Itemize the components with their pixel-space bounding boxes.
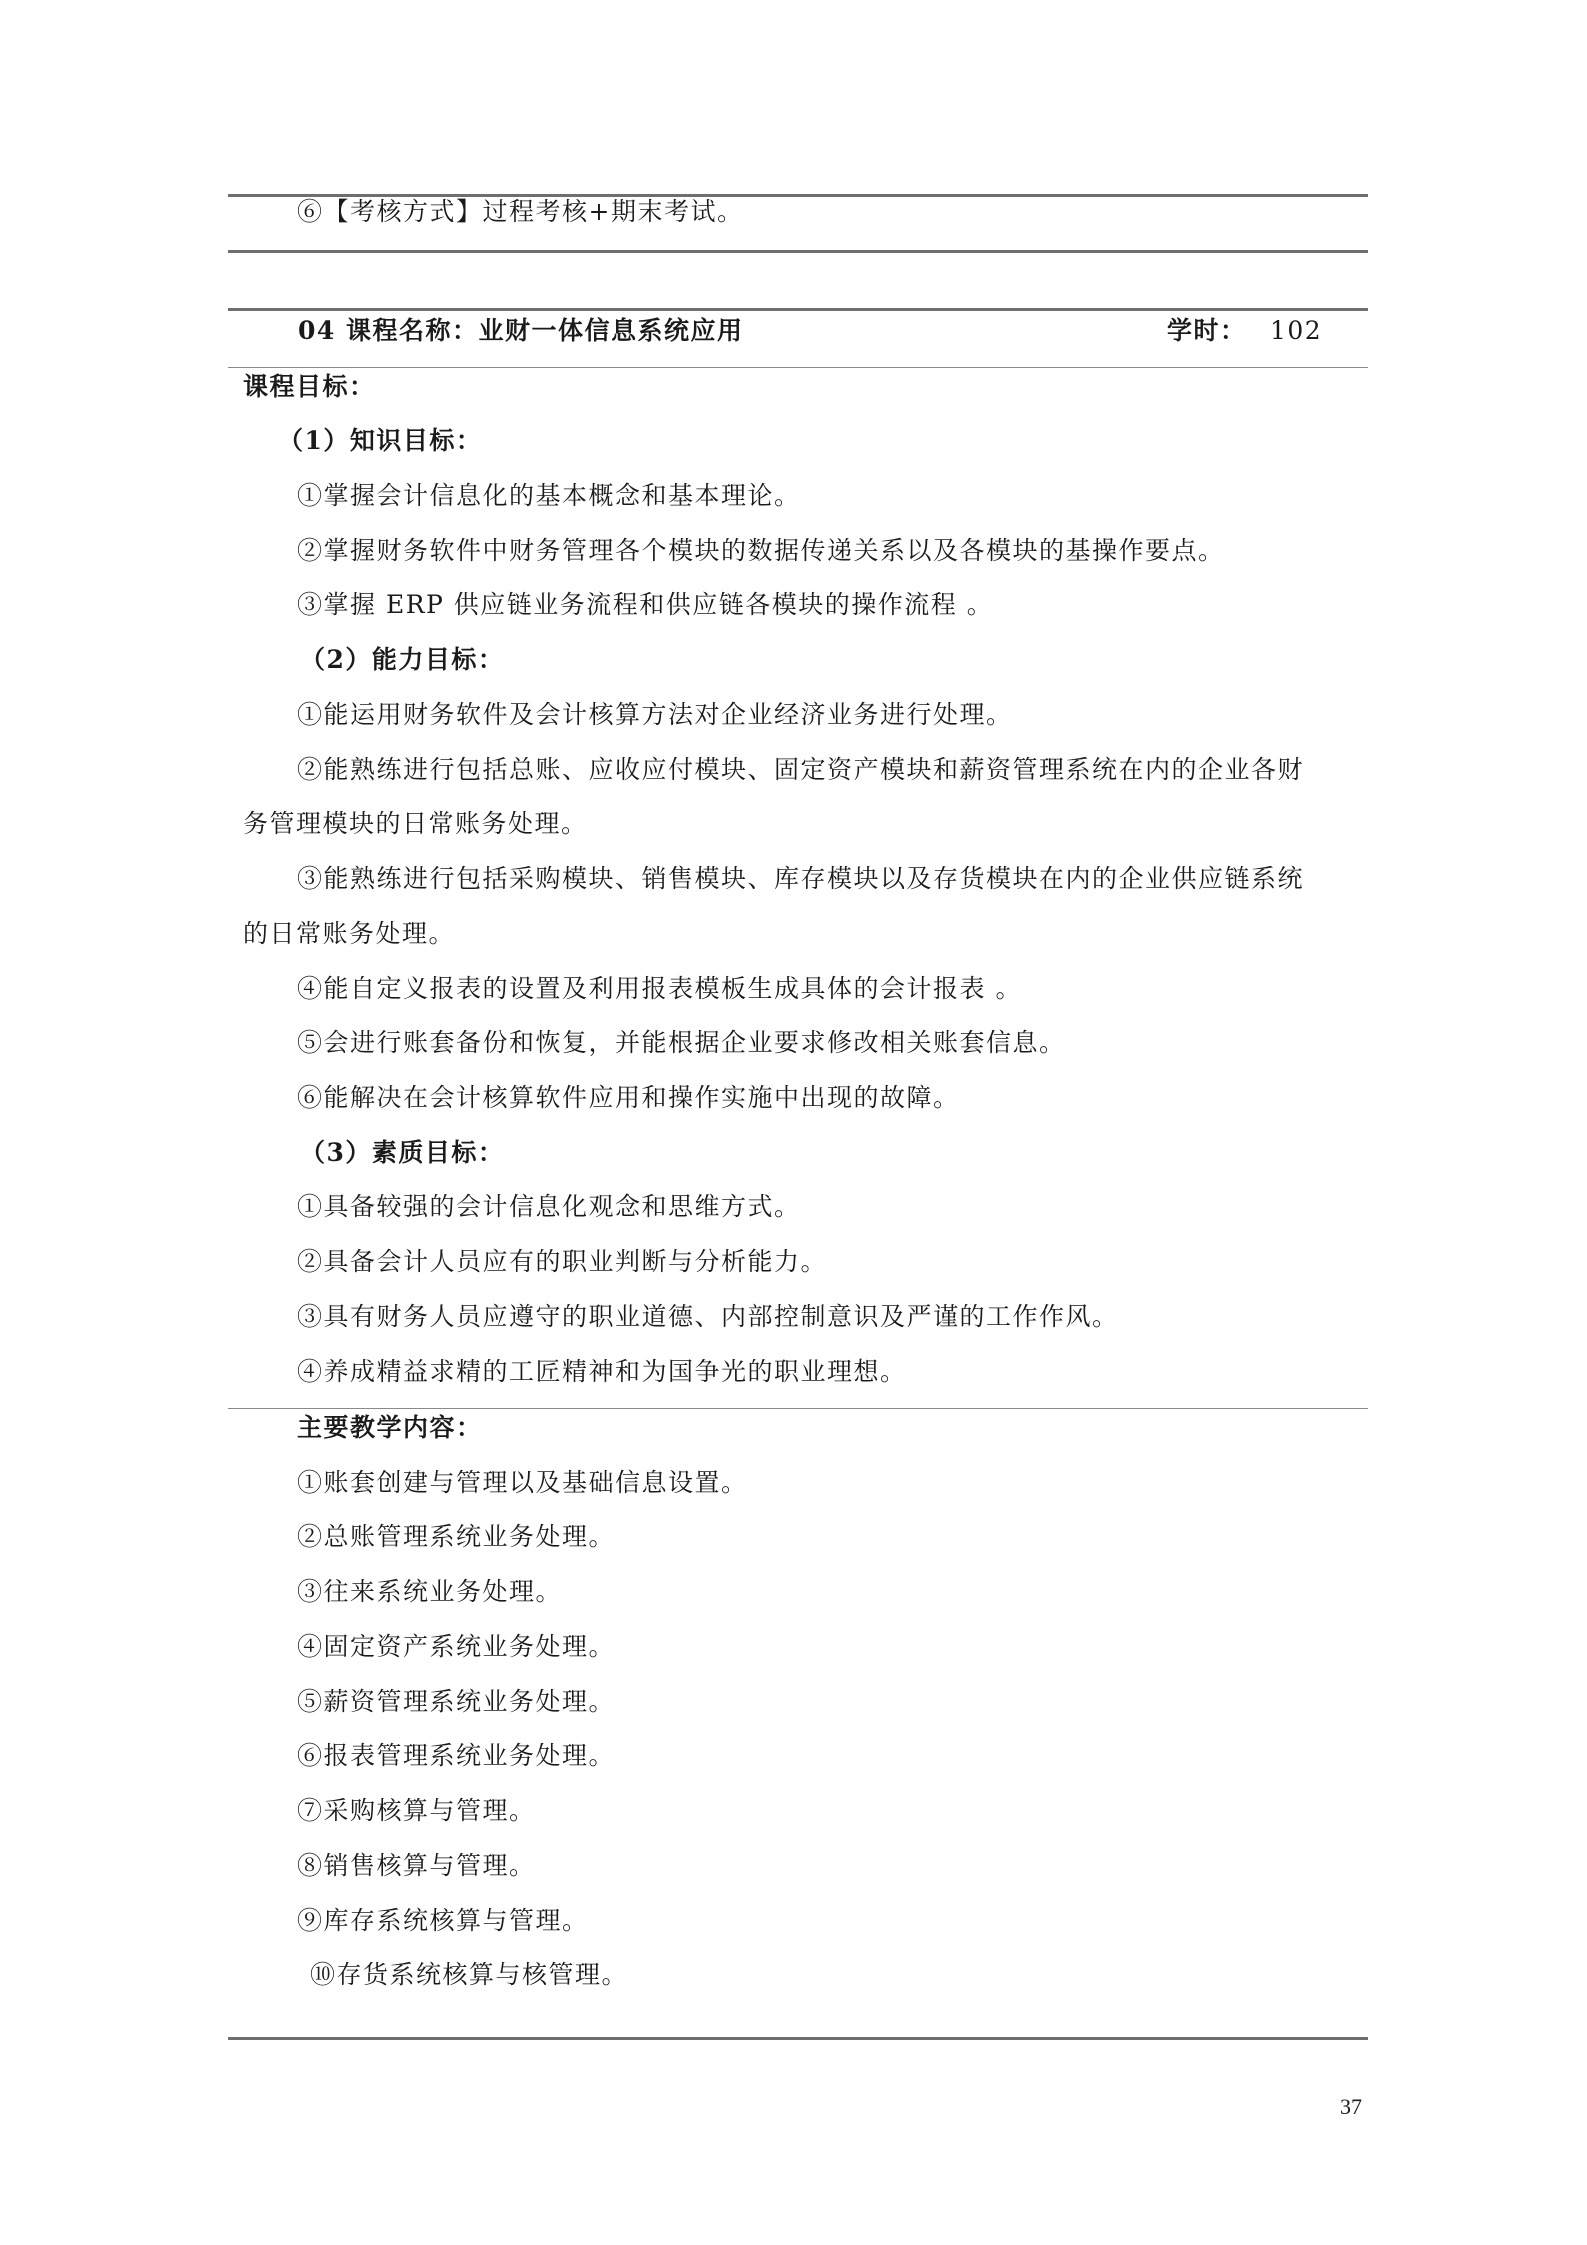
knowledge-heading: （1）知识目标：	[278, 426, 483, 455]
objectives-heading: 课程目标：	[243, 372, 376, 401]
ability-heading: （2）能力目标：	[300, 645, 505, 674]
ability-item: ①能运用财务软件及会计核算方法对企业经济业务进行处理。	[297, 700, 1013, 729]
ability-item: ⑥能解决在会计核算软件应用和操作实施中出现的故障。	[297, 1083, 960, 1112]
quality-item: ④养成精益求精的工匠精神和为国争光的职业理想。	[297, 1357, 907, 1386]
knowledge-item: ②掌握财务软件中财务管理各个模块的数据传递关系以及各模块的基操作要点。	[297, 536, 1225, 565]
quality-item: ②具备会计人员应有的职业判断与分析能力。	[297, 1247, 828, 1276]
knowledge-item: ①掌握会计信息化的基本概念和基本理论。	[297, 481, 801, 510]
ability-item: ⑤会进行账套备份和恢复，并能根据企业要求修改相关账套信息。	[297, 1028, 1066, 1057]
objectives-bottom-rule	[228, 1408, 1368, 1409]
hours-label: 学时：	[1167, 316, 1247, 345]
page-number: 37	[1340, 2094, 1362, 2119]
content-item: ⑤薪资管理系统业务处理。	[297, 1687, 616, 1716]
ability-item-continued: 务管理模块的日常账务处理。	[243, 809, 588, 838]
content-item: ①账套创建与管理以及基础信息设置。	[297, 1468, 748, 1497]
ability-item: ②能熟练进行包括总账、应收应付模块、固定资产模块和薪资管理系统在内的企业各财	[297, 755, 1305, 784]
knowledge-item: ③掌握 ERP 供应链业务流程和供应链各模块的操作流程 。	[297, 590, 994, 619]
quality-item: ③具有财务人员应遵守的职业道德、内部控制意识及严谨的工作作风。	[297, 1302, 1119, 1331]
course-header-top-rule	[228, 308, 1368, 311]
quality-heading: （3）素质目标：	[300, 1138, 505, 1167]
content-item: ②总账管理系统业务处理。	[297, 1522, 616, 1551]
assessment-method-line: ⑥【考核方式】过程考核+期末考试。	[297, 197, 744, 226]
ability-item: ④能自定义报表的设置及利用报表模板生成具体的会计报表 。	[297, 974, 1022, 1003]
ability-item: ③能熟练进行包括采购模块、销售模块、库存模块以及存货模块在内的企业供应链系统	[297, 864, 1305, 893]
course-header-bottom-rule	[228, 367, 1368, 368]
content-item: ④固定资产系统业务处理。	[297, 1632, 616, 1661]
content-item: ⑧销售核算与管理。	[297, 1851, 536, 1880]
course-hours	[1167, 314, 1322, 348]
content-heading: 主要教学内容：	[297, 1413, 483, 1442]
ability-item-continued: 的日常账务处理。	[243, 919, 456, 948]
content-item: ③往来系统业务处理。	[297, 1577, 563, 1606]
content-item: ⑥报表管理系统业务处理。	[297, 1741, 616, 1770]
content-item: ⑩存货系统核算与核管理。	[310, 1960, 629, 1989]
course-title: 04 课程名称：业财一体信息系统应用	[298, 316, 744, 345]
section-end-divider	[228, 250, 1368, 253]
hours-value: 102	[1269, 316, 1323, 345]
content-item: ⑦采购核算与管理。	[297, 1796, 536, 1825]
bottom-divider	[228, 2037, 1368, 2040]
quality-item: ①具备较强的会计信息化观念和思维方式。	[297, 1192, 801, 1221]
content-item: ⑨库存系统核算与管理。	[297, 1906, 589, 1935]
